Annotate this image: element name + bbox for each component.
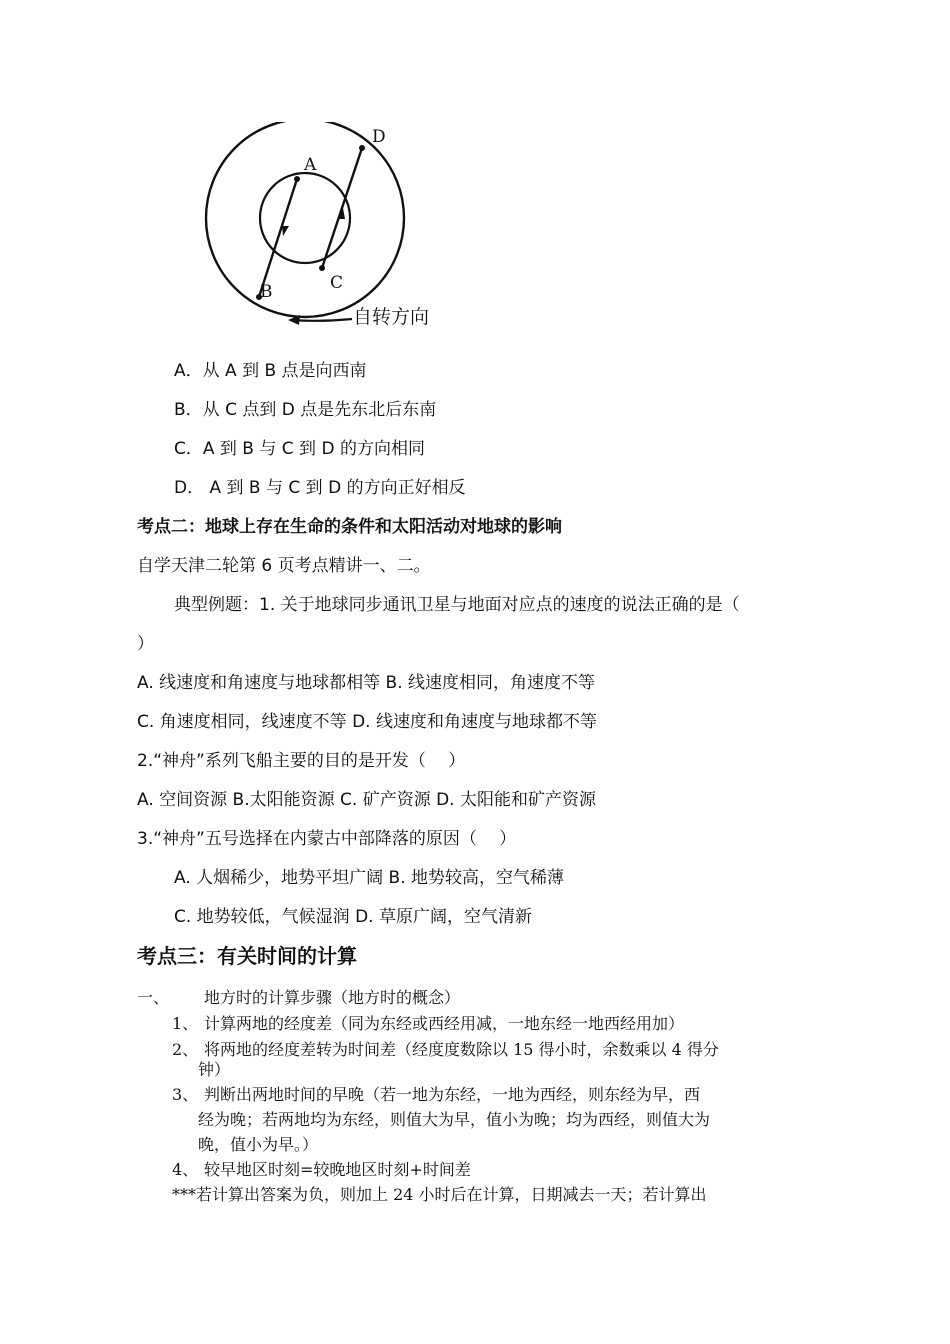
calculation-note: ***若计算出答案为负，则加上 24 小时后在计算，日期减去一天；若计算出 xyxy=(172,1185,707,1204)
self-study-note: 自学天津二轮第 6 页考点精讲一、二。 xyxy=(137,556,431,576)
option-d: D． A 到 B 与 C 到 D 的方向正好相反 xyxy=(174,478,466,498)
arrow-a-b xyxy=(282,226,289,236)
example-question-1-close: ） xyxy=(137,634,154,654)
list-number: 一、 xyxy=(137,988,170,1007)
step-3-line-1: 判断出两地时间的早晚（若一地为东经，一地为西经，则东经为早，西 xyxy=(204,1085,701,1104)
step-1-line-1: 计算两地的经度差（同为东经或西经用减，一地东经一地西经用加） xyxy=(204,1014,685,1033)
rotation-direction-label: 自转方向 xyxy=(353,306,430,328)
rotation-arrow xyxy=(292,319,352,321)
point-c-label: C xyxy=(330,273,344,293)
step-2-number: 2、 xyxy=(172,1040,199,1059)
earth-rotation-diagram xyxy=(200,122,460,337)
step-1-number: 1、 xyxy=(172,1014,199,1033)
q2-stem: 2.“神舟”系列飞船主要的目的是开发（ ） xyxy=(137,751,466,771)
point-d-dot xyxy=(359,145,365,151)
step-4-line-1: 较早地区时刻=较晚地区时刻+时间差 xyxy=(204,1160,471,1179)
example-question-1: 典型例题：1. 关于地球同步通讯卫星与地面对应点的速度的说法正确的是（ xyxy=(174,595,740,615)
option-c: C．A 到 B 与 C 到 D 的方向相同 xyxy=(174,439,425,459)
step-2-line-1: 将两地的经度差转为时间差（经度度数除以 15 得小时，余数乘以 4 得分 xyxy=(204,1040,719,1059)
q1-options-line2: C. 角速度相同，线速度不等 D. 线速度和角速度与地球都不等 xyxy=(137,712,597,732)
option-a: A．从 A 到 B 点是向西南 xyxy=(174,361,367,381)
section2-heading: 考点二：地球上存在生命的条件和太阳活动对地球的影响 xyxy=(137,517,562,537)
step-4-number: 4、 xyxy=(172,1160,199,1179)
point-a-dot xyxy=(294,176,300,182)
q3-options-line1: A. 人烟稀少，地势平坦广阔 B. 地势较高，空气稀薄 xyxy=(174,868,565,888)
step-2-line-2: 钟） xyxy=(198,1060,231,1079)
point-b-label: B xyxy=(260,282,273,302)
q3-stem: 3.“神舟”五号选择在内蒙古中部降落的原因（ ） xyxy=(137,829,517,849)
option-b: B．从 C 点到 D 点是先东北后东南 xyxy=(174,400,437,420)
point-d-label: D xyxy=(372,127,386,147)
q1-options-line1: A. 线速度和角速度与地球都相等 B. 线速度相同，角速度不等 xyxy=(137,673,596,693)
step-3-number: 3、 xyxy=(172,1085,199,1104)
section3-heading: 考点三：有关时间的计算 xyxy=(137,944,357,968)
list-title: 地方时的计算步骤（地方时的概念） xyxy=(204,988,461,1007)
q2-options: A. 空间资源 B.太阳能资源 C. 矿产资源 D. 太阳能和矿产资源 xyxy=(137,790,596,810)
point-a-label: A xyxy=(304,155,317,175)
step-3-line-3: 晚，值小为早。） xyxy=(198,1135,319,1154)
step-3-line-2: 经为晚；若两地均为东经，则值大为早，值小为晚；均为西经，则值大为 xyxy=(198,1110,711,1129)
line-c-d xyxy=(322,148,362,268)
q3-options-line2: C. 地势较低，气候湿润 D. 草原广阔，空气清新 xyxy=(174,907,532,927)
point-c-dot xyxy=(319,265,325,271)
outer-circle xyxy=(206,122,404,317)
